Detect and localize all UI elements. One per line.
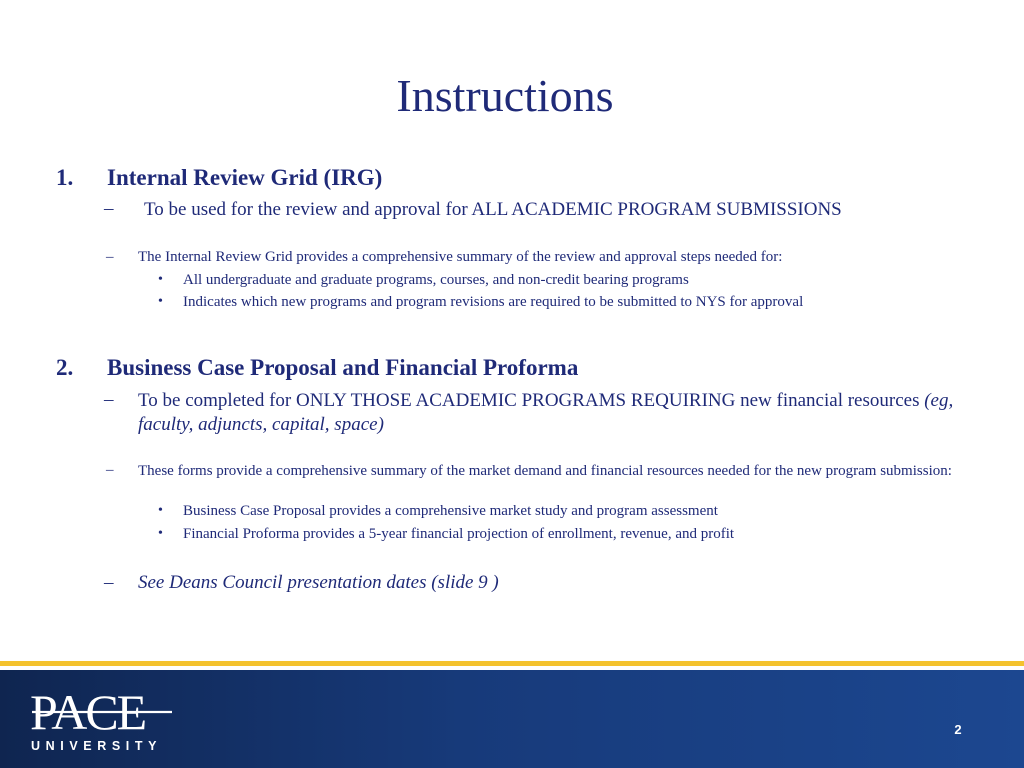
logo-subword: UNIVERSITY [31, 739, 163, 753]
section-2-item-1-text: To be completed for ONLY THOSE ACADEMIC PROGRAMS REQUIRING new financial resources [138, 390, 920, 411]
section-2-number: 2. [56, 355, 74, 380]
deans-council-note: See Deans Council presentation dates (slide 9 ) [138, 572, 499, 593]
section-2-bullet-1: Business Case Proposal provides a comprehensive market study and program assessment [183, 503, 718, 519]
section-2-item-1-italic: (eg, faculty, adjuncts, capital, space) [138, 390, 954, 435]
section-1-heading: Internal Review Grid (IRG) [107, 165, 383, 190]
page-number: 2 [954, 722, 962, 737]
section-2-item-1 [138, 389, 958, 437]
bullet-dot-icon: • [158, 503, 163, 518]
section-1-bullet-1: All undergraduate and graduate programs, courses, and non-credit bearing programs [183, 272, 689, 288]
section-2-item-2-dash: – [106, 462, 114, 478]
bullet-dot-icon: • [158, 526, 163, 541]
section-2-item-2-text: These forms provide a comprehensive summary of the market demand and financial resources needed for the new program submission: [138, 463, 952, 479]
section-1-item-2-dash: – [106, 249, 114, 265]
section-1-item-1-text: To be used for the review and approval for ALL ACADEMIC PROGRAM SUBMISSIONS [144, 199, 842, 220]
slide-title: Instructions [396, 70, 614, 121]
section-1-bullet-2: Indicates which new programs and program revisions are required to be submitted to NYS for approval [183, 294, 804, 310]
section-1-number: 1. [56, 165, 74, 190]
bullet-dot-icon: • [158, 294, 163, 309]
logo-word: PACE [30, 687, 146, 740]
section-1-item-1-dash: – [104, 198, 114, 219]
bullet-dot-icon: • [158, 272, 163, 287]
pace-university-logo [30, 687, 180, 753]
section-1-item-2-text: The Internal Review Grid provides a comprehensive summary of the review and approval steps needed for: [138, 249, 783, 265]
section-2-item-1-dash: – [104, 389, 114, 410]
section-2-bullet-2: Financial Proforma provides a 5-year financial projection of enrollment, revenue, and profit [183, 526, 735, 542]
section-2-heading: Business Case Proposal and Financial Proforma [107, 355, 579, 380]
section-2-item-3-dash: – [104, 572, 114, 593]
